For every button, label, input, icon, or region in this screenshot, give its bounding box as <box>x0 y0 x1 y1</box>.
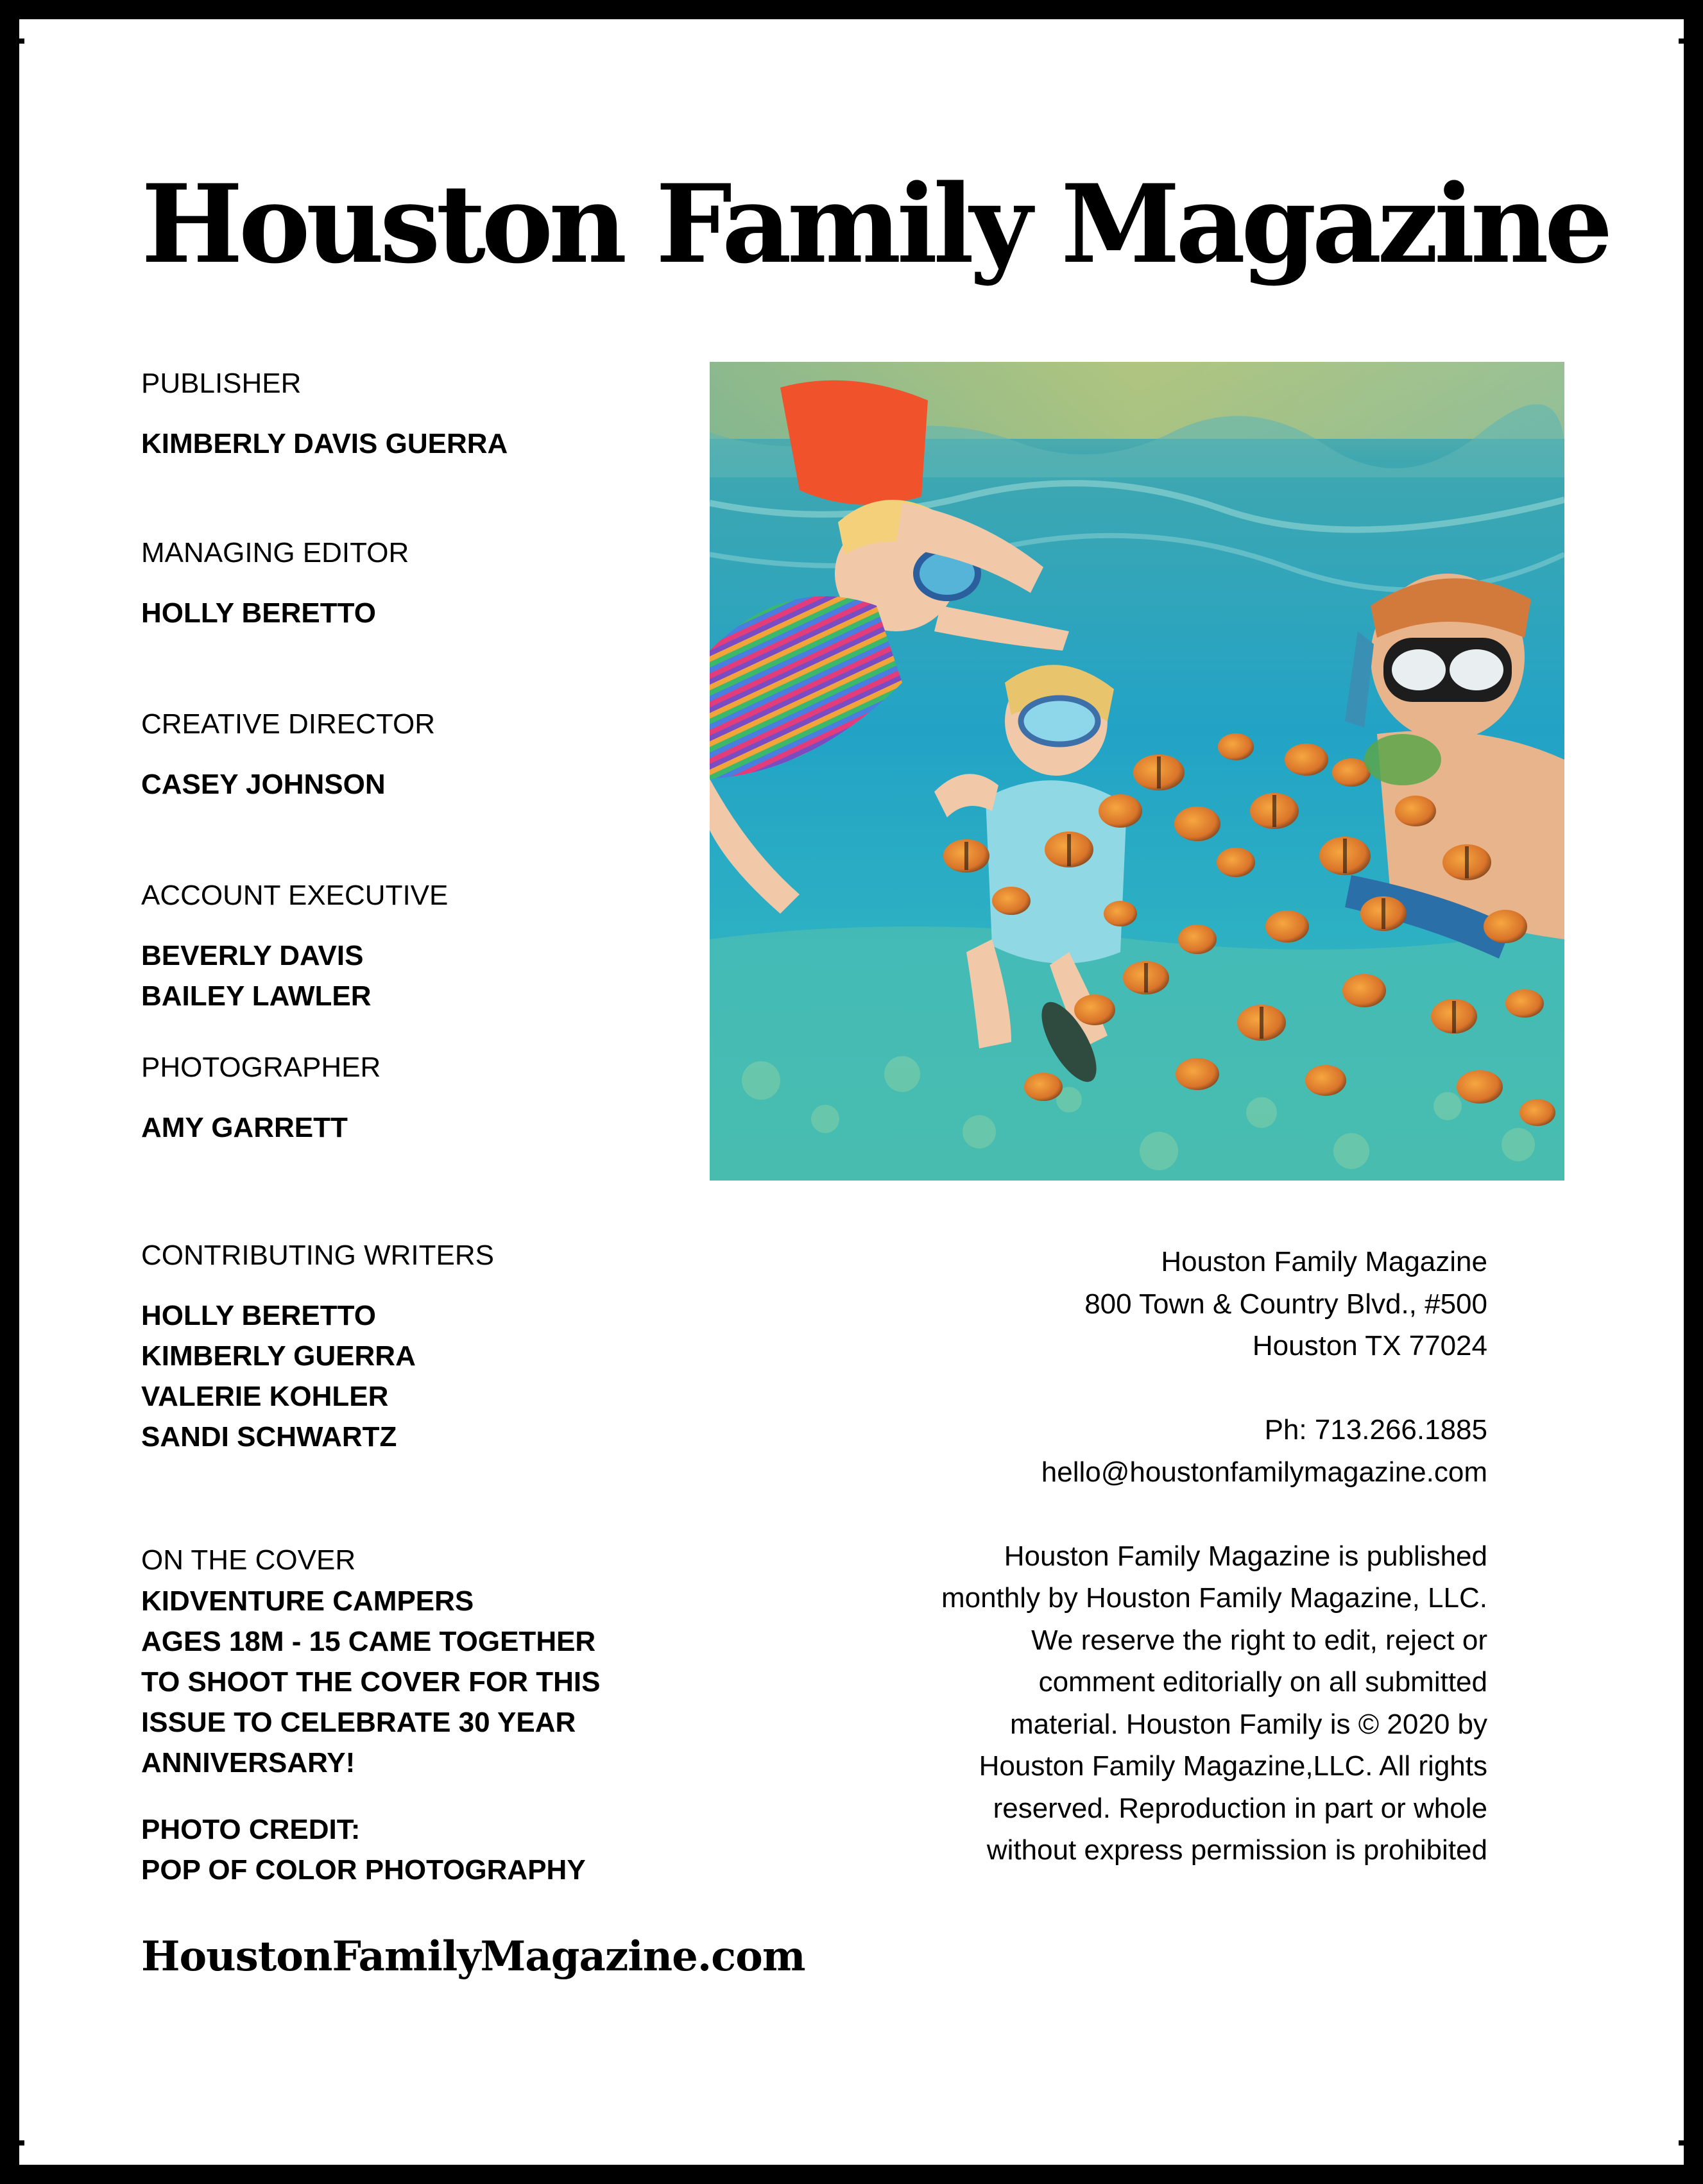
staff-name: HOLLY BERETTO <box>141 597 376 629</box>
staff-account-executive <box>141 882 448 1016</box>
photo-credit-value: POP OF COLOR PHOTOGRAPHY <box>141 1854 586 1886</box>
staff-name: VALERIE KOHLER <box>141 1381 389 1412</box>
cover-photo <box>710 362 1564 1181</box>
staff-managing-editor <box>141 539 409 633</box>
staff-name: BAILEY LAWLER <box>141 980 372 1012</box>
role-label: CREATIVE DIRECTOR <box>141 708 435 740</box>
staff-name: KIMBERLY GUERRA <box>141 1340 416 1372</box>
contact-phone: Ph: 713.266.1885 <box>1264 1414 1487 1446</box>
cover-line: AGES 18M - 15 CAME TOGETHER <box>141 1626 596 1657</box>
cover-line: TO SHOOT THE COVER FOR THIS <box>141 1666 601 1698</box>
contact-name: Houston Family Magazine <box>1161 1246 1487 1277</box>
staff-name: AMY GARRETT <box>141 1112 348 1143</box>
staff-name: KIMBERLY DAVIS GUERRA <box>141 428 508 459</box>
name-list <box>141 423 508 464</box>
legal-line: monthly by Houston Family Magazine, LLC. <box>941 1582 1487 1614</box>
legal-line: We reserve the right to edit, reject or <box>1031 1624 1487 1656</box>
cover-line: ISSUE TO CELEBRATE 30 YEAR <box>141 1707 576 1738</box>
staff-publisher <box>141 370 508 464</box>
page <box>19 19 1684 2165</box>
contact-info <box>846 1241 1487 1872</box>
underwater-snorkeling-photo-icon <box>710 362 1564 1181</box>
legal-line: Houston Family Magazine,LLC. All rights <box>979 1750 1487 1782</box>
legal-line: reserved. Reproduction in part or whole <box>993 1792 1487 1824</box>
contact-address-line1: 800 Town & Country Blvd., #500 <box>1084 1288 1487 1320</box>
role-label: CONTRIBUTING WRITERS <box>141 1240 494 1271</box>
on-the-cover <box>141 1546 600 1783</box>
legal-line: material. Houston Family is © 2020 by <box>1009 1708 1487 1740</box>
role-label: PUBLISHER <box>141 368 302 399</box>
name-list <box>141 935 448 1016</box>
contact-address-line2: Houston TX 77024 <box>1252 1330 1487 1361</box>
staff-creative-director <box>141 710 435 805</box>
cover-heading: ON THE COVER <box>141 1544 356 1576</box>
contact-email[interactable]: hello@houstonfamilymagazine.com <box>1041 1456 1487 1488</box>
name-list <box>141 1107 381 1148</box>
crop-mark <box>19 38 24 44</box>
legal-line: without express permission is prohibited <box>986 1834 1487 1866</box>
cover-description <box>141 1581 600 1783</box>
staff-name: HOLLY BERETTO <box>141 1300 376 1331</box>
role-label: MANAGING EDITOR <box>141 537 409 568</box>
spacer <box>846 1367 1487 1410</box>
crop-mark <box>19 2140 24 2146</box>
staff-name: SANDI SCHWARTZ <box>141 1421 397 1453</box>
legal-line: Houston Family Magazine is published <box>1004 1540 1487 1572</box>
crop-mark <box>1679 2140 1684 2146</box>
staff-contributing-writers <box>141 1241 494 1457</box>
cover-line: KIDVENTURE CAMPERS <box>141 1585 474 1617</box>
role-label: ACCOUNT EXECUTIVE <box>141 880 449 911</box>
staff-name: CASEY JOHNSON <box>141 769 386 800</box>
masthead-title: Houston Family Magazine <box>141 160 1609 287</box>
photo-credit <box>141 1809 586 1890</box>
role-label: PHOTOGRAPHER <box>141 1052 381 1083</box>
photo-credit-label: PHOTO CREDIT: <box>141 1814 361 1845</box>
staff-photographer <box>141 1054 381 1148</box>
legal-line: comment editorially on all submitted <box>1038 1666 1487 1698</box>
name-list <box>141 764 435 805</box>
name-list <box>141 593 409 633</box>
name-list <box>141 1295 494 1457</box>
staff-name: BEVERLY DAVIS <box>141 940 364 971</box>
crop-mark <box>1679 38 1684 44</box>
cover-line: ANNIVERSARY! <box>141 1747 355 1779</box>
website-link[interactable]: HoustonFamilyMagazine.com <box>141 1932 805 1981</box>
spacer <box>846 1493 1487 1535</box>
